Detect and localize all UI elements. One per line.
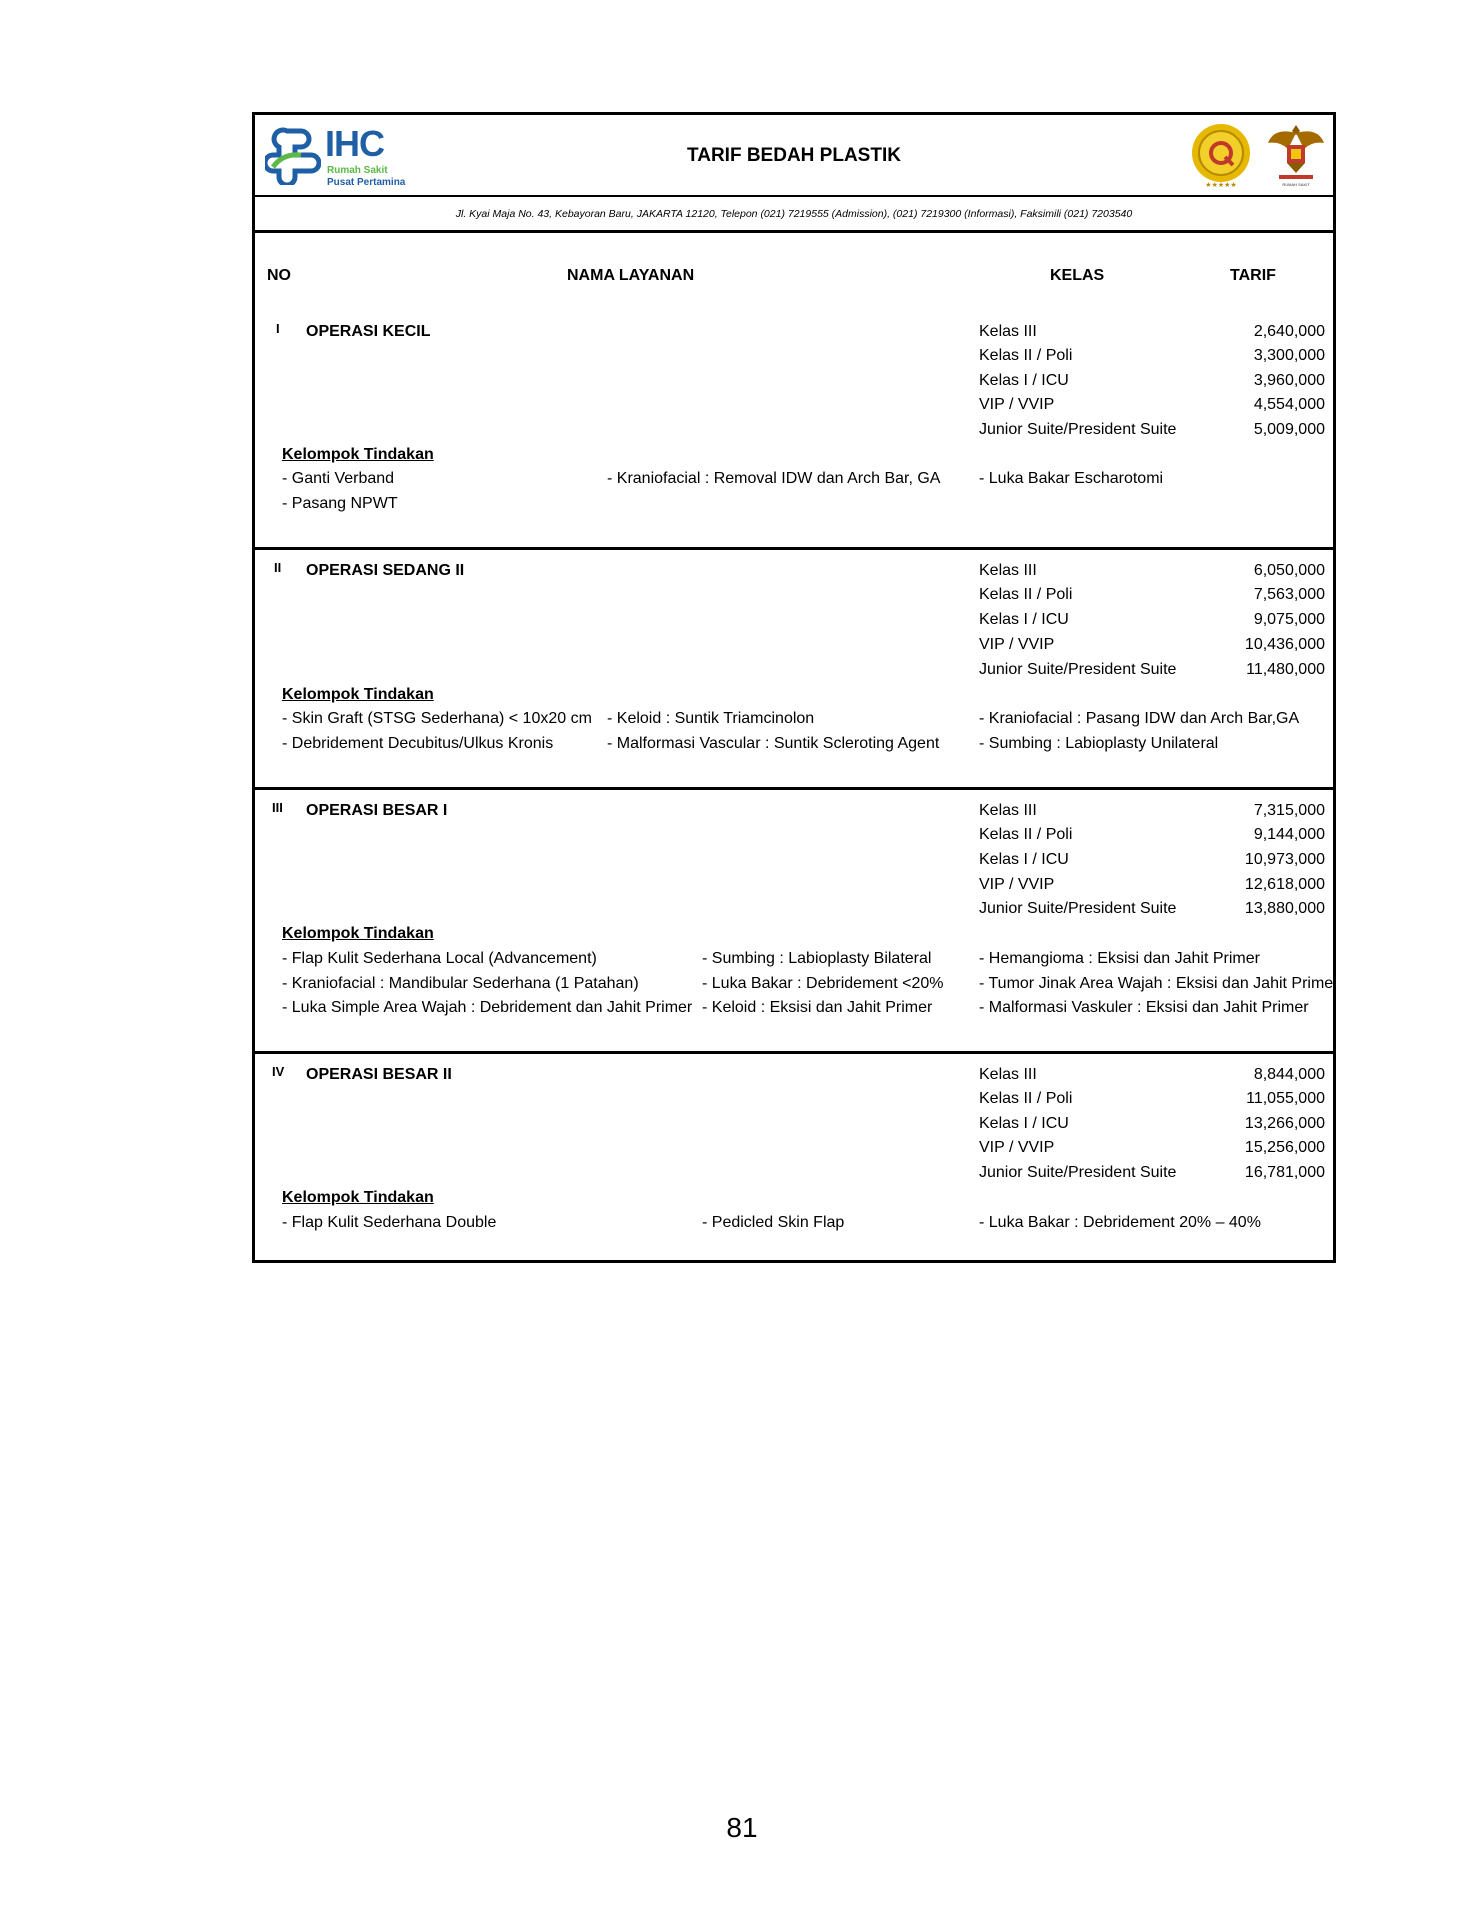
price-value: 5,009,000 — [1253, 421, 1325, 438]
class-label: Kelas III — [979, 562, 1037, 579]
garuda-emblem-icon — [1267, 119, 1325, 191]
action-item: - Flap Kulit Sederhana Local (Advancement) — [282, 950, 597, 967]
class-label: Kelas II / Poli — [979, 1090, 1073, 1107]
class-label: Junior Suite/President Suite — [979, 661, 1177, 678]
action-item: - Tumor Jinak Area Wajah : Eksisi dan Jahit Prime — [979, 975, 1334, 992]
section-operasi-sedang-ii — [255, 547, 1333, 787]
action-item: - Hemangioma : Eksisi dan Jahit Primer — [979, 950, 1260, 967]
column-header-nama-layanan: NAMA LAYANAN — [567, 267, 695, 284]
action-item: - Luka Simple Area Wajah : Debridement dan Jahit Primer — [282, 999, 693, 1016]
logo-subtitle-2: Pusat Pertamina — [327, 177, 406, 188]
column-header-tarif: TARIF — [1230, 267, 1276, 284]
action-item: - Debridement Decubitus/Ulkus Kronis — [282, 735, 554, 752]
action-item: - Sumbing : Labioplasty Unilateral — [979, 735, 1219, 752]
action-item: - Pasang NPWT — [282, 495, 398, 512]
document-header — [255, 115, 1333, 197]
section-operasi-besar-i — [255, 787, 1333, 1051]
action-item: - Keloid : Eksisi dan Jahit Primer — [702, 999, 933, 1016]
column-header-kelas: KELAS — [1050, 267, 1105, 284]
kelompok-tindakan-label: Kelompok Tindakan — [282, 925, 434, 942]
action-item: - Flap Kulit Sederhana Double — [282, 1214, 497, 1231]
address-line: Jl. Kyai Maja No. 43, Kebayoran Baru, JAKARTA 12120, Telepon (021) 7219555 (Admission), (021) 7219300 (Informasi), Faksimili (021) 7203540 — [255, 197, 1333, 233]
action-item: - Malformasi Vascular : Suntik Scleroting Agent — [607, 735, 940, 752]
price-value: 10,436,000 — [1244, 636, 1325, 653]
price-value: 8,844,000 — [1253, 1066, 1325, 1083]
svg-text:RUMAH SAKIT: RUMAH SAKIT — [1282, 182, 1310, 187]
price-value: 3,960,000 — [1253, 372, 1325, 389]
price-value: 9,144,000 — [1253, 826, 1325, 843]
price-value: 12,618,000 — [1244, 876, 1325, 893]
class-label: Kelas II / Poli — [979, 347, 1073, 364]
action-item: - Skin Graft (STSG Sederhana) < 10x20 cm — [282, 710, 592, 727]
class-label: VIP / VVIP — [979, 396, 1055, 413]
section-number: IV — [272, 1064, 285, 1079]
class-label: Kelas III — [979, 802, 1037, 819]
action-item: - Keloid : Suntik Triamcinolon — [607, 710, 815, 727]
class-label: Kelas I / ICU — [979, 372, 1069, 389]
logo-subtitle-1: Rumah Sakit — [327, 165, 388, 176]
action-item: - Pedicled Skin Flap — [702, 1214, 845, 1231]
svg-text:★★★★★: ★★★★★ — [1205, 182, 1237, 189]
quality-seal-icon — [1189, 123, 1253, 189]
price-value: 10,973,000 — [1244, 851, 1325, 868]
price-value: 7,315,000 — [1253, 802, 1325, 819]
class-label: Junior Suite/President Suite — [979, 1164, 1177, 1181]
section-number: II — [274, 560, 282, 575]
class-label: Kelas III — [979, 323, 1037, 340]
kelompok-tindakan-label: Kelompok Tindakan — [282, 1189, 434, 1206]
price-value: 11,480,000 — [1246, 661, 1325, 678]
class-label: Kelas II / Poli — [979, 586, 1073, 603]
section-number: I — [276, 321, 280, 336]
logo-text: IHC — [325, 123, 384, 164]
class-label: Kelas I / ICU — [979, 611, 1069, 628]
price-value: 9,075,000 — [1253, 611, 1325, 628]
tariff-table — [252, 112, 1336, 1263]
page-title: TARIF BEDAH PLASTIK — [687, 145, 901, 166]
action-item: - Malformasi Vaskuler : Eksisi dan Jahit Primer — [979, 999, 1309, 1016]
action-item: - Luka Bakar : Debridement 20% – 40% — [979, 1214, 1261, 1231]
kelompok-tindakan-label: Kelompok Tindakan — [282, 446, 434, 463]
class-label: Junior Suite/President Suite — [979, 421, 1177, 438]
section-name: OPERASI BESAR II — [306, 1066, 452, 1083]
action-item: - Luka Bakar : Debridement <20% — [702, 975, 944, 992]
action-item: - Kraniofacial : Removal IDW dan Arch Bar, GA — [607, 470, 941, 487]
class-label: VIP / VVIP — [979, 1139, 1055, 1156]
price-value: 4,554,000 — [1253, 396, 1325, 413]
action-item: - Ganti Verband — [282, 470, 395, 487]
price-value: 11,055,000 — [1246, 1090, 1325, 1107]
class-label: VIP / VVIP — [979, 876, 1055, 893]
section-number: III — [272, 800, 283, 815]
page-number: 81 — [726, 1812, 758, 1843]
price-value: 2,640,000 — [1253, 323, 1325, 340]
action-item: - Kraniofacial : Mandibular Sederhana (1 Patahan) — [282, 975, 639, 992]
price-value: 16,781,000 — [1244, 1164, 1325, 1181]
class-label: Kelas I / ICU — [979, 851, 1069, 868]
class-label: Junior Suite/President Suite — [979, 900, 1177, 917]
class-label: Kelas III — [979, 1066, 1037, 1083]
price-value: 3,300,000 — [1253, 347, 1325, 364]
section-operasi-kecil — [255, 315, 1333, 547]
section-name: OPERASI SEDANG II — [306, 562, 465, 579]
class-label: Kelas I / ICU — [979, 1115, 1069, 1132]
class-label: Kelas II / Poli — [979, 826, 1073, 843]
column-header-no: NO — [267, 267, 291, 284]
action-item: - Kraniofacial : Pasang IDW dan Arch Bar,GA — [979, 710, 1300, 727]
price-value: 6,050,000 — [1253, 562, 1325, 579]
price-value: 15,256,000 — [1244, 1139, 1325, 1156]
section-name: OPERASI KECIL — [306, 323, 431, 340]
action-item: - Sumbing : Labioplasty Bilateral — [702, 950, 932, 967]
price-value: 13,880,000 — [1244, 900, 1325, 917]
section-operasi-besar-ii — [255, 1051, 1333, 1260]
kelompok-tindakan-label: Kelompok Tindakan — [282, 686, 434, 703]
price-value: 13,266,000 — [1244, 1115, 1325, 1132]
section-name: OPERASI BESAR I — [306, 802, 448, 819]
class-label: VIP / VVIP — [979, 636, 1055, 653]
action-item: - Luka Bakar Escharotomi — [979, 470, 1164, 487]
price-value: 7,563,000 — [1253, 586, 1325, 603]
